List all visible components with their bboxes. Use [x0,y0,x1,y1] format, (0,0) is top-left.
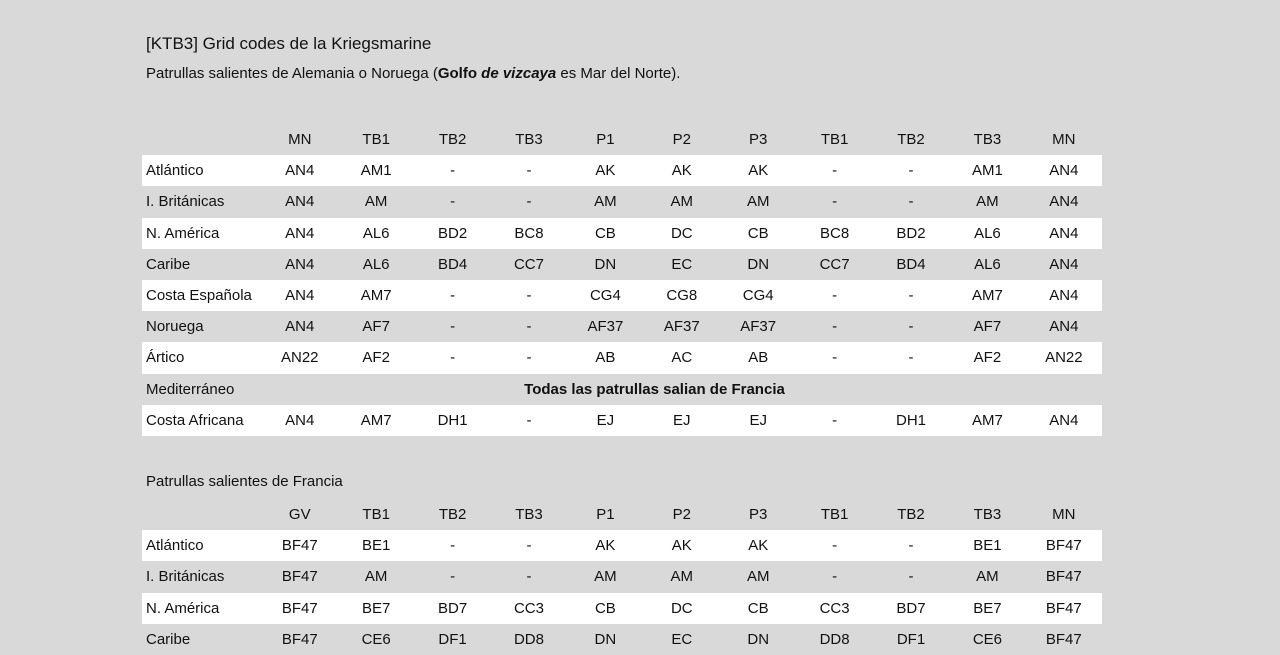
table-cell: AK [671,537,692,555]
table-cell: DN [747,255,770,273]
table-cell: AN4 [285,193,315,211]
table-row [142,249,1102,280]
column-header: MN [1052,506,1076,524]
table-cell: - [908,287,914,305]
table-cell: BF47 [1045,599,1082,617]
table-cell: BD4 [896,255,926,273]
table-cell: - [908,318,914,336]
table-cell: BF47 [1045,630,1082,648]
table-cell: - [832,568,838,586]
table-cell: - [832,162,838,180]
table-cell: EC [671,255,693,273]
table-cell: AC [671,349,693,367]
section-title-france: Patrullas salientes de Francia [146,473,343,490]
table-cell: AB [748,349,769,367]
table-cell: AF7 [362,318,390,336]
grid-table-germany-norway [142,124,1102,436]
table-cell: DN [747,630,770,648]
table-cell: BE1 [361,537,391,555]
table-cell: AN4 [1049,318,1079,336]
table-cell: AM7 [972,411,1003,429]
table-cell: - [526,193,532,211]
row-label: N. América [146,224,220,242]
table-cell: AN22 [281,349,319,367]
table-cell: - [450,537,456,555]
table-cell: - [908,193,914,211]
table-cell: AF2 [362,349,390,367]
table-row-mediterraneo [142,374,1102,405]
table-cell: BF47 [281,568,318,586]
table-cell: AM [746,193,770,211]
table-cell: CC3 [513,599,544,617]
table-cell: - [450,349,456,367]
row-label: Atlántico [146,537,204,555]
table-cell: BF47 [281,537,318,555]
subtitle-bold-italic: de vizcaya [481,65,557,82]
table-cell: AB [595,349,616,367]
table-cell: - [450,318,456,336]
table-cell: - [832,287,838,305]
column-header: TB2 [438,131,467,149]
column-header: MN [1052,131,1076,149]
table-cell: AM [364,193,388,211]
table-cell: AM [364,568,388,586]
table-cell: AK [748,162,769,180]
table-cell: - [908,162,914,180]
table-cell: AF7 [973,318,1002,336]
table-cell: CB [594,224,616,242]
column-header: TB2 [438,506,467,524]
table-cell: CE6 [361,630,391,648]
table-cell: CE6 [972,630,1003,648]
table-cell: DH1 [437,411,468,429]
table-row [142,218,1102,249]
column-header: P2 [672,131,691,149]
table-cell: AL6 [362,255,390,273]
row-label: Ártico [146,349,185,367]
table-cell: BF47 [281,599,318,617]
row-label: Mediterráneo [146,380,235,398]
table-cell: DC [670,224,693,242]
column-header: TB2 [897,506,925,524]
table-cell: AF37 [587,318,624,336]
table-cell: - [450,287,456,305]
column-header: TB3 [515,506,543,524]
table-cell: AN4 [285,318,315,336]
table-row [142,311,1102,342]
column-header: P3 [749,131,768,149]
page-title: [KTB3] Grid codes de la Kriegsmarine [146,34,432,53]
table-cell: AM1 [360,162,392,180]
table-cell: AN4 [1049,193,1079,211]
table-cell: CB [747,599,769,617]
table-cell: EJ [596,411,615,429]
table-cell: AN4 [1049,162,1079,180]
table-cell: AL6 [974,224,1001,242]
table-cell: AN22 [1045,349,1083,367]
table-cell: DN [594,630,617,648]
column-header: TB2 [897,131,925,149]
column-header: TB1 [820,131,849,149]
table-cell: AN4 [285,224,315,242]
table-row [142,405,1102,436]
row-label: Caribe [146,255,191,273]
table-row [142,280,1102,311]
table-cell: EC [671,630,693,648]
table-cell: AM [594,568,617,586]
table-row [142,530,1102,561]
table-cell: - [526,162,532,180]
table-cell: - [908,537,914,555]
table-cell: AM [670,193,694,211]
table-cell: AM [976,568,999,586]
table-cell: AN4 [1049,411,1079,429]
table-cell: - [832,318,838,336]
table-cell: AM [594,193,617,211]
table-cell: BC8 [514,224,544,242]
table-cell: EJ [673,411,691,429]
table-cell: AN4 [285,287,315,305]
table-cell: CC7 [819,255,850,273]
table-cell: BE7 [361,599,391,617]
table-cell: AN4 [1049,224,1079,242]
table-cell: CC7 [513,255,544,273]
table-cell: AN4 [285,162,315,180]
table-cell: BD2 [437,224,468,242]
table-cell: AM7 [360,287,392,305]
table-cell: DD8 [513,630,544,648]
column-header: TB1 [820,506,849,524]
subtitle-bold: Golfo [437,65,477,82]
table-cell: - [908,568,914,586]
table-cell: CG4 [742,287,774,305]
column-header: TB1 [362,131,390,149]
table-cell: - [526,349,532,367]
column-header: P1 [596,506,615,524]
table-cell: BD7 [896,599,926,617]
table-cell: AF37 [740,318,777,336]
table-cell: AM7 [360,411,392,429]
subtitle-prefix: Patrullas salientes de Alemania o Noruega ( [146,65,438,82]
table-cell: AK [748,537,769,555]
table-cell: - [832,537,838,555]
table-cell: DF1 [896,630,926,648]
table-cell: - [832,349,838,367]
mediterraneo-note: Todas las patrullas salian de Francia [524,380,785,398]
table-cell: AL6 [974,255,1001,273]
table-cell: BF47 [281,630,318,648]
table-cell: BE1 [973,537,1002,555]
table-cell: BD7 [437,599,468,617]
table-cell: - [526,411,532,429]
table-cell: AM [976,193,999,211]
table-cell: AN4 [1049,287,1079,305]
table-cell: - [526,318,532,336]
table-row [142,155,1102,186]
table-cell: AN4 [285,411,315,429]
table-cell: DD8 [819,630,850,648]
row-label: Costa Española [146,287,252,305]
column-header: TB1 [362,506,390,524]
table-cell: BD4 [437,255,468,273]
table-row [142,342,1102,373]
column-header: TB3 [515,131,543,149]
table-cell: DF1 [438,630,467,648]
column-header: P1 [596,131,615,149]
table-cell: AM [746,568,770,586]
table-cell: BF47 [1045,568,1082,586]
table-cell: AK [595,162,616,180]
table-cell: AM [670,568,694,586]
subtitle [146,65,680,82]
table-cell: DC [670,599,693,617]
table-cell: BD2 [896,224,926,242]
table-cell: - [908,349,914,367]
row-label: Atlántico [146,162,204,180]
table-cell: BE7 [973,599,1002,617]
column-header: GV [288,506,311,524]
table-cell: EJ [749,411,767,429]
table-cell: AK [595,537,616,555]
table-cell: - [832,193,838,211]
table-cell: AN4 [285,255,315,273]
column-header: P2 [672,506,691,524]
column-header: TB3 [973,131,1002,149]
table-header-row [142,124,1102,155]
table-cell: AF2 [973,349,1002,367]
table-cell: AM1 [972,162,1003,180]
table-header-row [142,499,1102,530]
row-label: I. Británicas [146,193,225,211]
row-label: I. Británicas [146,568,225,586]
table-cell: - [526,537,532,555]
table-cell: CG4 [589,287,621,305]
table-cell: AN4 [1049,255,1079,273]
table-cell: CG8 [666,287,698,305]
column-header: TB3 [973,506,1002,524]
column-header: P3 [749,506,768,524]
table-cell: DH1 [896,411,927,429]
row-label: N. América [146,599,220,617]
table-cell: - [526,287,532,305]
table-cell: CC3 [819,599,850,617]
row-label: Noruega [146,318,204,336]
table-cell: - [450,568,456,586]
table-cell: AF37 [663,318,700,336]
row-label: Caribe [146,630,191,648]
table-cell: BF47 [1045,537,1082,555]
table-cell: AK [671,162,692,180]
table-cell: AL6 [362,224,390,242]
table-cell: DN [594,255,617,273]
column-header: MN [288,131,312,149]
table-row [142,186,1102,217]
table-row [142,624,1102,655]
table-cell: - [450,162,456,180]
table-row [142,593,1102,624]
grid-table-france [142,499,1102,655]
table-cell: - [832,411,838,429]
table-cell: - [526,568,532,586]
table-row [142,561,1102,592]
subtitle-suffix: es Mar del Norte). [556,65,681,82]
table-cell: - [450,193,456,211]
table-cell: BC8 [820,224,850,242]
table-cell: AM7 [972,287,1003,305]
row-label: Costa Africana [146,411,244,429]
table-cell: CB [747,224,769,242]
table-cell: CB [594,599,616,617]
